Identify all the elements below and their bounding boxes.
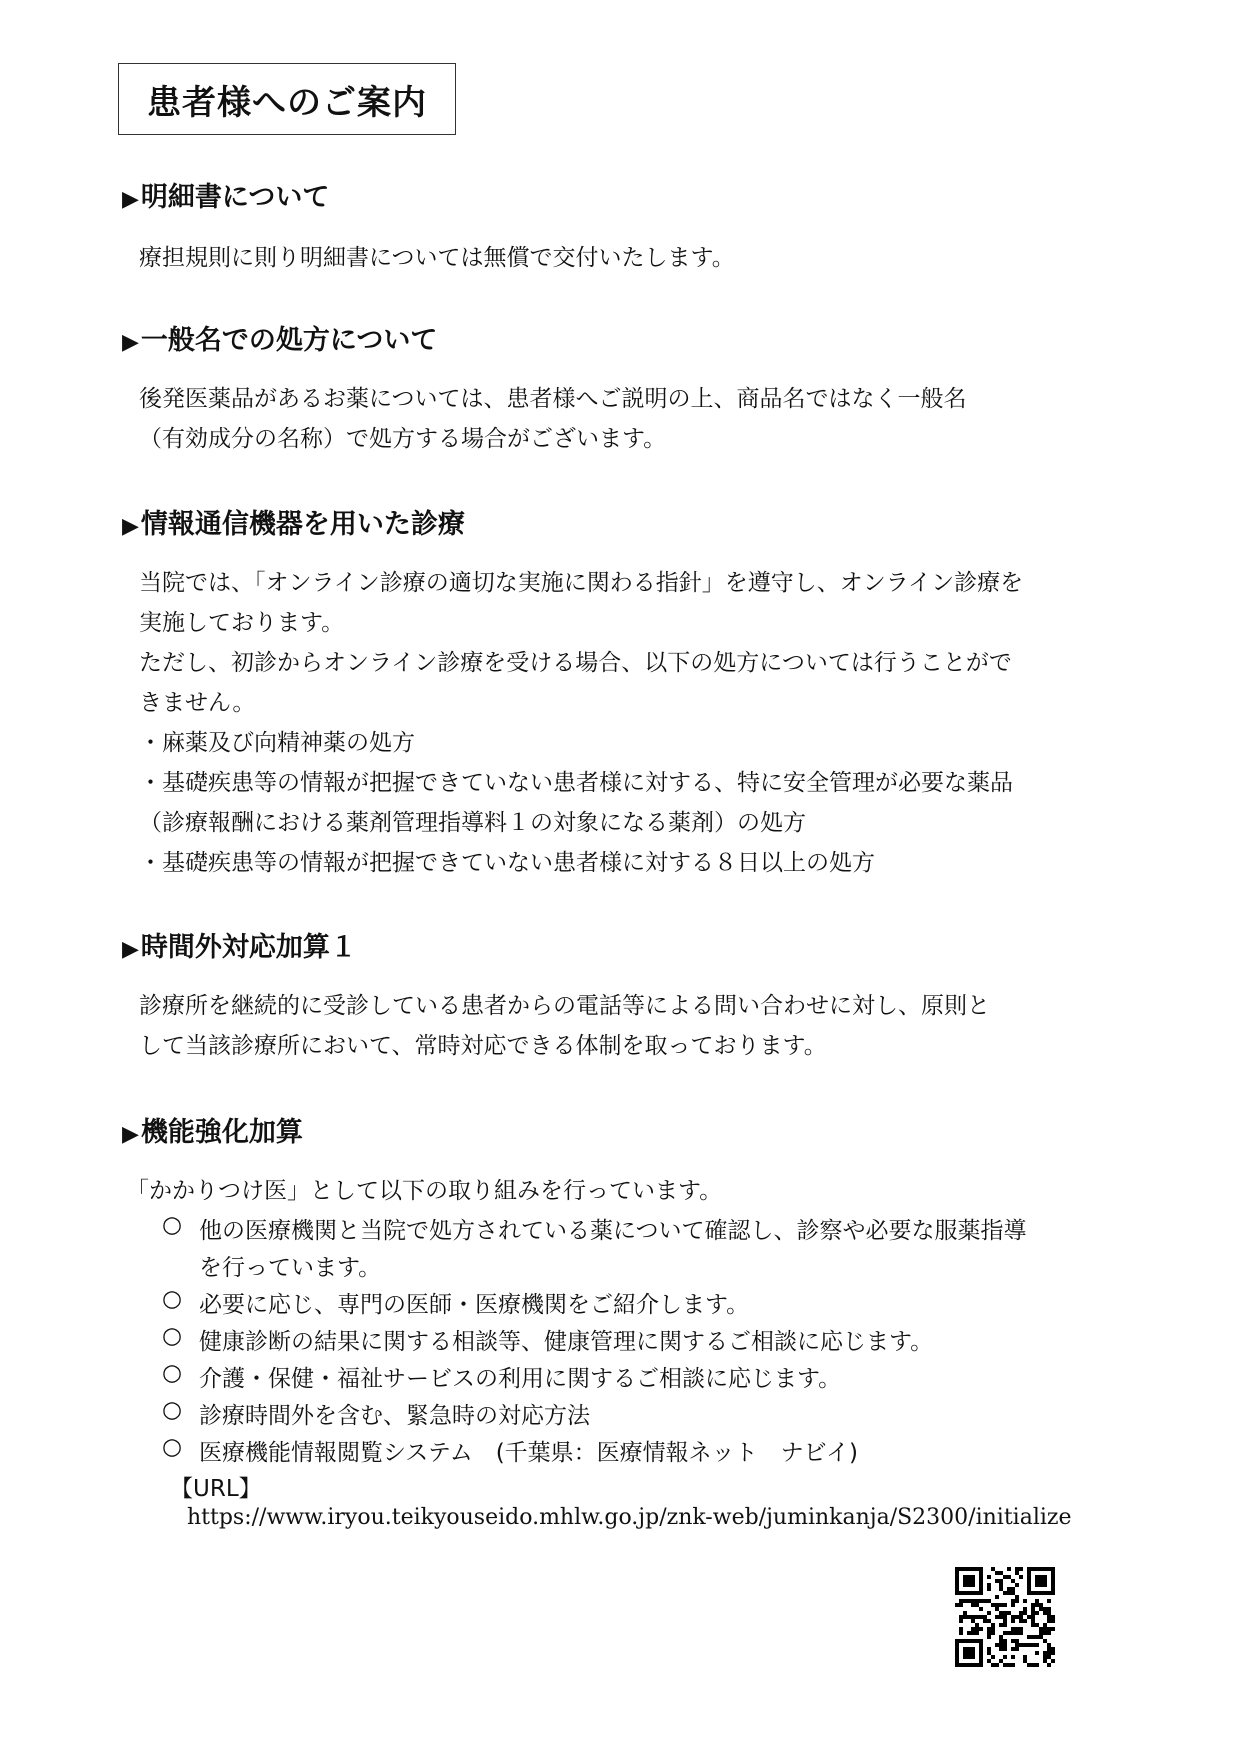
circle-bullet-icon: ○ [162,1397,183,1423]
circle-bullet-icon: ○ [162,1323,183,1349]
list-item: ○ 健康診断の結果に関する相談等、健康管理に関するご相談に応じます。 [162,1323,1027,1360]
list-item: ○ 介護・保健・福祉サービスの利用に関するご相談に応じます。 [162,1360,1027,1397]
circle-bullet-icon: ○ [162,1434,183,1460]
url-link[interactable]: https://www.iryou.teikyouseido.mhlw.go.jp/znk-web/juminkanja/S2300/initialize [187,1505,1072,1530]
list-item: ○ 診療時間外を含む、緊急時の対応方法 [162,1397,1027,1434]
list-item: ○ 必要に応じ、専門の医師・医療機関をご紹介します。 [162,1286,1027,1323]
section-body-jikangai: 診療所を継続的に受診している患者からの電話等による問い合わせに対し、原則と して当該診療所において、常時対応できる体制を取っております。 [139,993,990,1059]
page-title: 患者様へのご案内 [118,63,456,135]
triangle-bullet-icon: ▶ [122,1122,139,1147]
circle-bullet-icon: ○ [162,1360,183,1386]
section-heading-jikangai: ▶時間外対応加算１ [122,932,357,963]
section-heading-ippanmei: ▶一般名での処方について [122,325,438,356]
section-body-ippanmei: 後発医薬品があるお薬については、患者様へご説明の上、商品名ではなく一般名 （有効成分の名称）で処方する場合がございます。 [139,386,967,452]
url-label: 【URL】 [170,1476,262,1502]
circle-bullet-icon: ○ [162,1212,183,1238]
triangle-bullet-icon: ▶ [122,937,139,962]
list-item: ○ 医療機能情報閲覧システム (千葉県：医療情報ネット ナビイ) [162,1434,1027,1471]
triangle-bullet-icon: ▶ [122,187,139,212]
section-heading-kinou: ▶機能強化加算 [122,1117,303,1148]
circle-bullet-icon: ○ [162,1286,183,1312]
section-body-online: 当院では、「オンライン診療の適切な実施に関わる指針」を遵守し、オンライン診療を 実施しております。 ただし、初診からオンライン診療を受ける場合、以下の処方については行うことがで きません。 ・麻薬及び向精神薬の処方 ・基礎疾患等の情報が把握できていない患者様に対する、特に安全管理が必要な薬品 （診療報酬における薬剤管理指導料１の対象になる薬剤）の処方 ・基礎疾患等の情報が把握できていない患者様に対する８日以上の処方 [139,570,1024,876]
section-heading-online: ▶情報通信機器を用いた診療 [122,509,465,540]
section-heading-meisaisho: ▶明細書について [122,182,330,213]
list-item: ○ 他の医療機関と当院で処方されている薬について確認し、診察や必要な服薬指導 を行っています。 [162,1212,1027,1286]
triangle-bullet-icon: ▶ [122,514,139,539]
section-intro-kinou: 「かかりつけ医」として以下の取り組みを行っています。 [126,1178,723,1204]
kinou-item-list [162,1212,1027,1471]
section-body-meisaisho: 療担規則に則り明細書については無償で交付いたします。 [139,245,735,271]
qr-code-icon[interactable] [955,1567,1055,1667]
triangle-bullet-icon: ▶ [122,330,139,355]
